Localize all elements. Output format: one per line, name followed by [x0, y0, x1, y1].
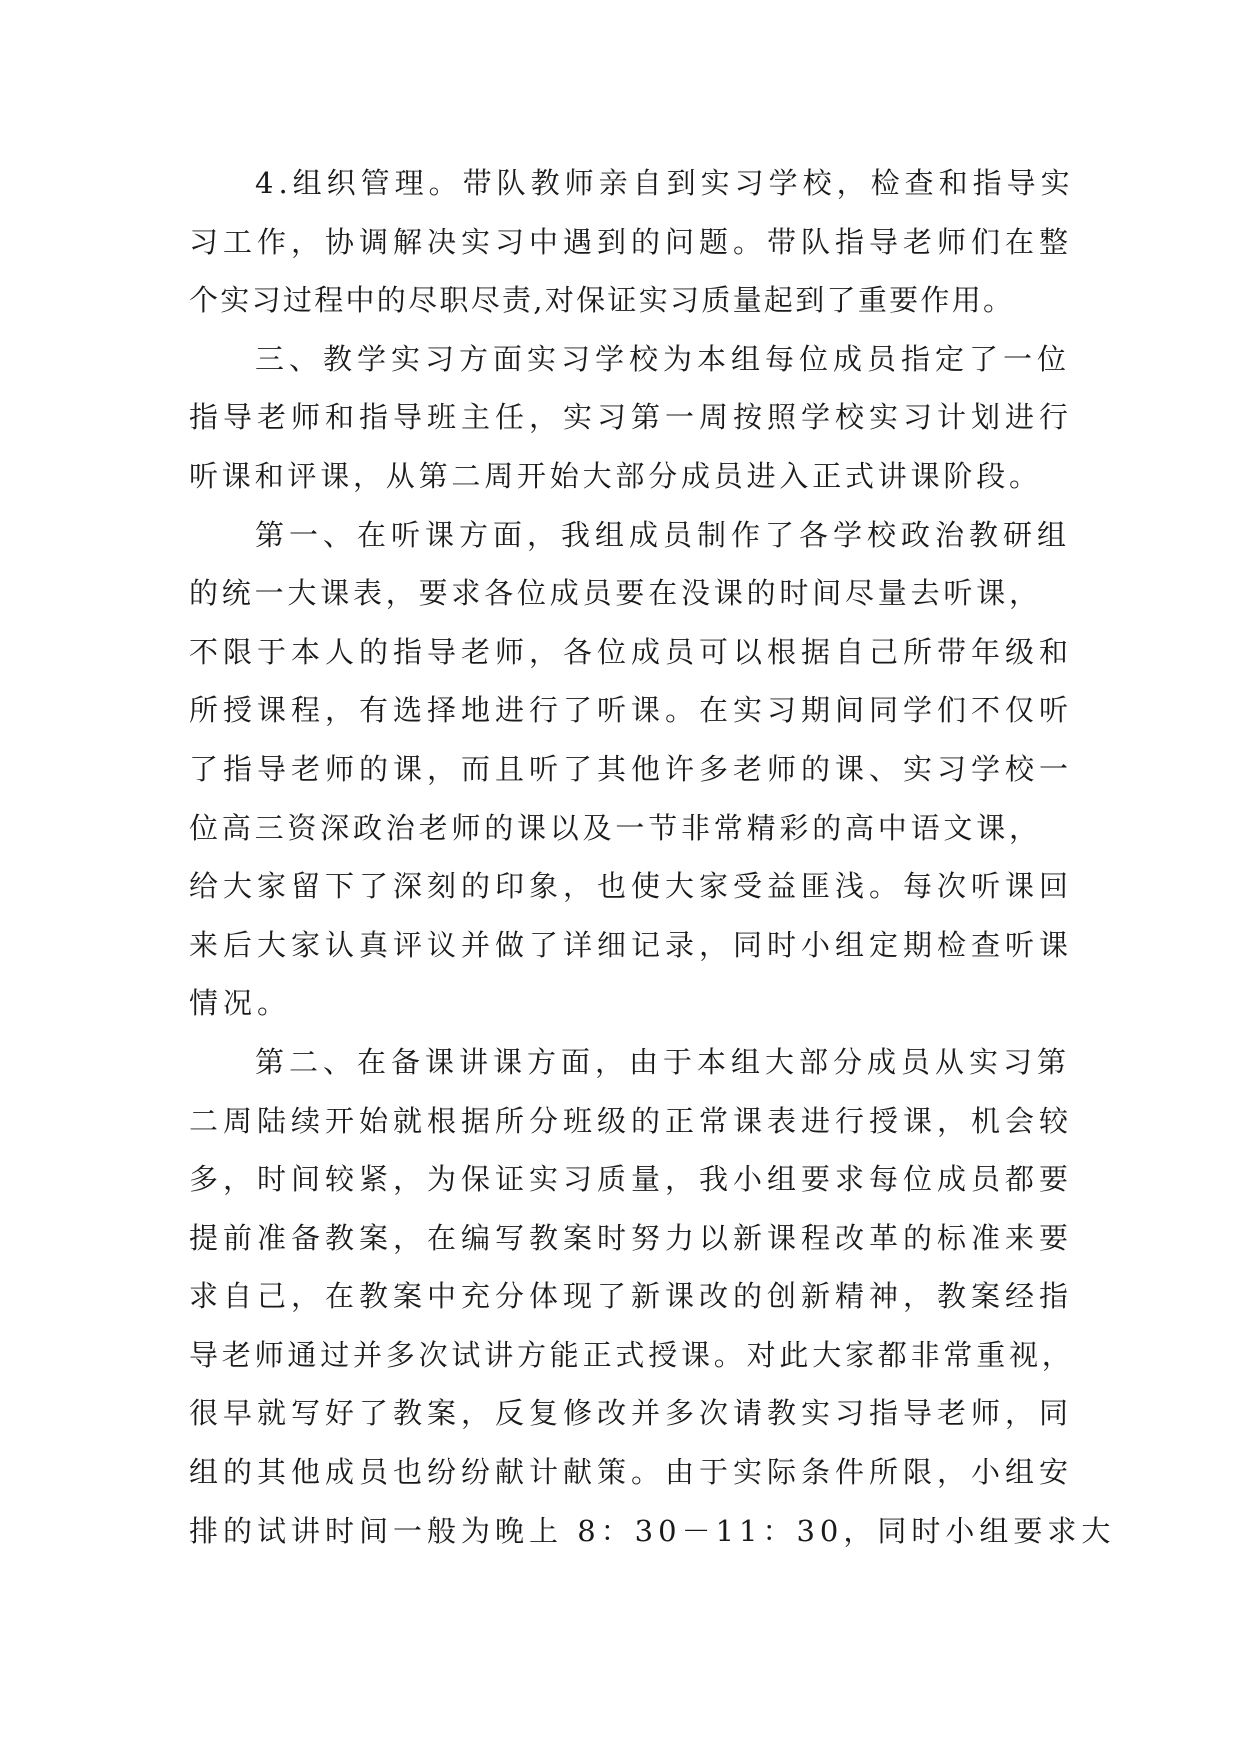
paragraph-line: 了指导老师的课，而且听了其他许多老师的课、实习学校一: [189, 751, 1074, 786]
paragraph-line: 给大家留下了深刻的印象，也使大家受益匪浅。每次听课回: [189, 869, 1074, 904]
paragraph-line: 导老师通过并多次试讲方能正式授课。对此大家都非常重视，: [189, 1337, 1075, 1372]
paragraph-line: 二周陆续开始就根据所分班级的正常课表进行授课，机会较: [189, 1103, 1074, 1138]
paragraph-line: 听课和评课，从第二周开始大部分成员进入正式讲课阶段。: [189, 458, 1042, 493]
paragraph-line: 位高三资深政治老师的课以及一节非常精彩的高中语文课，: [189, 810, 1042, 845]
paragraph-line: 所授课程，有选择地进行了听课。在实习期间同学们不仅听: [189, 693, 1074, 728]
paragraph-line: 第二、在备课讲课方面，由于本组大部分成员从实习第: [255, 1044, 1072, 1079]
paragraph-line: 来后大家认真评议并做了详细记录，同时小组定期检查听课: [189, 927, 1074, 962]
paragraph-line: 排的试讲时间一般为晚上 8：30－11：30，同时小组要求大: [189, 1513, 1116, 1548]
paragraph-line: 组的其他成员也纷纷献计献策。由于实际条件所限，小组安: [189, 1455, 1074, 1490]
paragraph-line: 求自己，在教案中充分体现了新课改的创新精神，教案经指: [189, 1279, 1074, 1314]
paragraph-line: 习工作，协调解决实习中遇到的问题。带队指导老师们在整: [189, 224, 1074, 259]
paragraph-line: 4.组织管理。带队教师亲自到实习学校，检查和指导实: [255, 166, 1075, 200]
body-text: [189, 154, 1116, 1560]
paragraph-line: 提前准备教案，在编写教案时努力以新课程改革的标准来要: [189, 1220, 1074, 1255]
paragraph-line: 三、教学实习方面实习学校为本组每位成员指定了一位: [255, 341, 1072, 376]
paragraph-line: 情况。: [189, 986, 292, 1021]
paragraph-line: 个实习过程中的尽职尽责,对保证实习质量起到了重要作用。: [189, 283, 1015, 318]
paragraph-line: 多，时间较紧，为保证实习质量，我小组要求每位成员都要: [189, 1162, 1074, 1197]
paragraph-line: 不限于本人的指导老师，各位成员可以根据自己所带年级和: [189, 634, 1074, 669]
paragraph-line: 指导老师和指导班主任，实习第一周按照学校实习计划进行: [189, 400, 1074, 435]
paragraph-line: 第一、在听课方面，我组成员制作了各学校政治教研组: [255, 517, 1072, 552]
paragraph-line: 的统一大课表，要求各位成员要在没课的时间尽量去听课，: [189, 576, 1042, 611]
paragraph-line: 很早就写好了教案，反复修改并多次请教实习指导老师，同: [189, 1396, 1074, 1431]
